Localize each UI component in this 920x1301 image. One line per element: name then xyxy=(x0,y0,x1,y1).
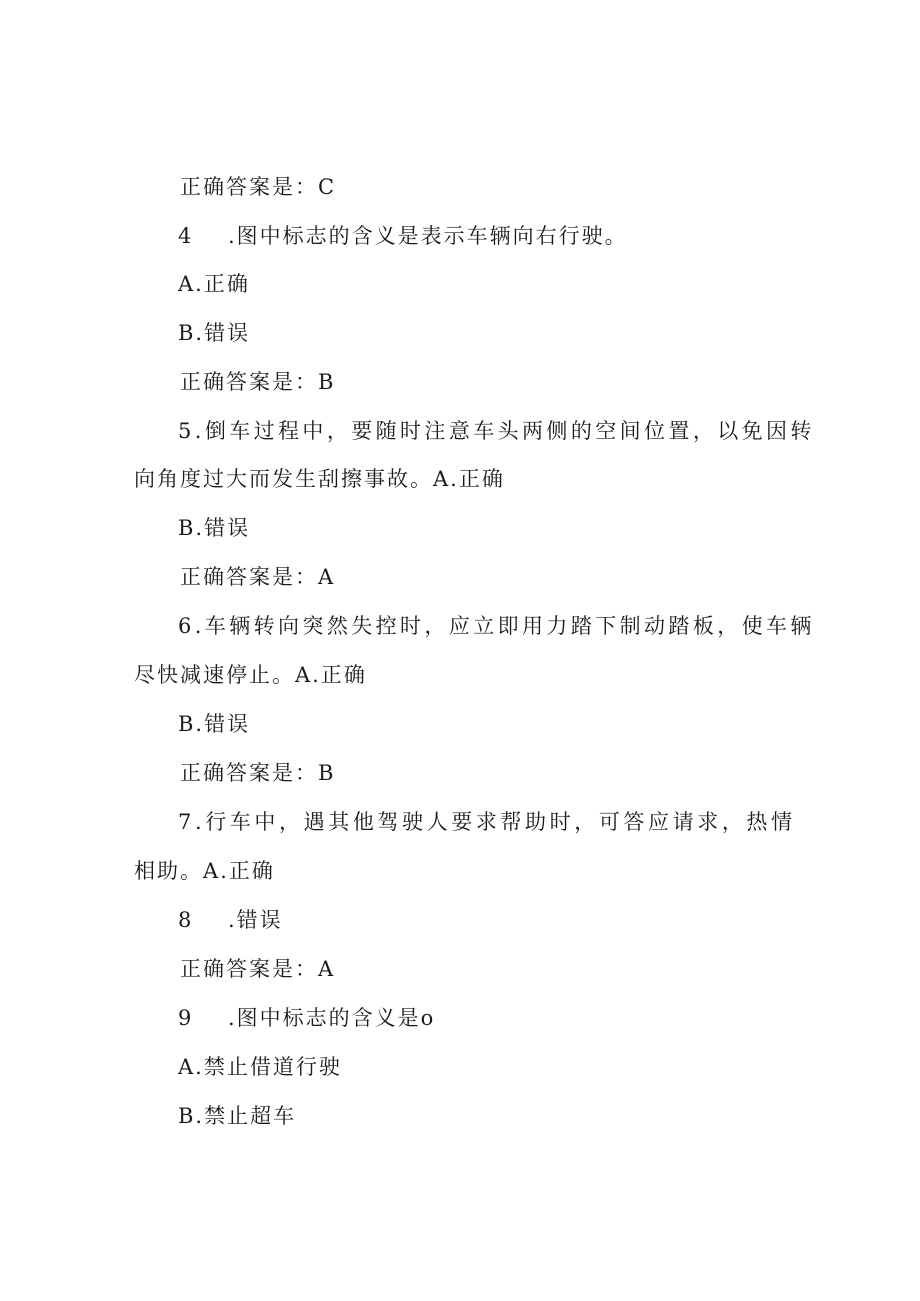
option-text: .错误 xyxy=(228,908,283,932)
question-line xyxy=(178,221,628,251)
answer-line: 正确答案是：A xyxy=(180,565,336,589)
question-continuation: 尽快减速停止。A.正确 xyxy=(134,663,367,687)
question-line: 5.倒车过程中，要随时注意车头两侧的空间位置，以免因转 xyxy=(178,419,815,443)
question-number: 9 xyxy=(178,1006,194,1030)
question-continuation: 向角度过大而发生刮擦事故。A.正确 xyxy=(134,467,505,491)
answer-line: 正确答案是：B xyxy=(180,370,336,394)
question-text: .图中标志的含义是o xyxy=(228,1006,436,1030)
option-line: B.禁止超车 xyxy=(178,1104,297,1128)
option-line: B.错误 xyxy=(178,321,251,345)
question-number: 8 xyxy=(178,908,194,932)
question-continuation: 相助。A.正确 xyxy=(134,859,275,883)
option-line: B.错误 xyxy=(178,516,251,540)
question-line xyxy=(178,1003,435,1033)
answer-line: 正确答案是：A xyxy=(180,957,336,981)
answer-line: 正确答案是：B xyxy=(180,761,336,785)
option-line: B.错误 xyxy=(178,712,251,736)
option-line: A.禁止借道行驶 xyxy=(178,1055,342,1079)
option-line xyxy=(178,905,283,935)
answer-line: 正确答案是：C xyxy=(180,175,337,199)
question-line: 7.行车中，遇其他驾驶人要求帮助时，可答应请求，热情 xyxy=(178,810,796,834)
question-line: 6.车辆转向突然失控时，应立即用力踏下制动踏板，使车辆 xyxy=(178,614,815,638)
option-line: A.正确 xyxy=(178,272,250,296)
question-number: 4 xyxy=(178,224,194,248)
question-text: .图中标志的含义是表示车辆向右行驶。 xyxy=(228,224,628,248)
